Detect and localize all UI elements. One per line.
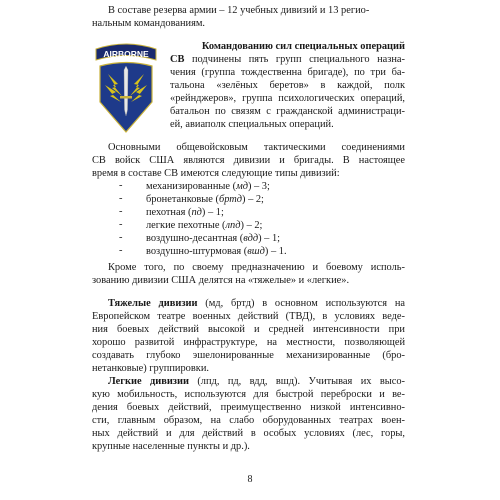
division-abbr: вшд [247,246,265,257]
list-item: воздушно-штурмовая (вшд) – 1. [146,246,287,257]
division-abbr: лпд [225,220,241,231]
list-item: бронетанковые (бртд) – 2; [146,194,264,205]
list-dash: - [119,245,123,256]
heavy-divisions-heading: Тяжелые дивизии [108,298,198,309]
text-line: ных действий и для действий в особых условиях (лес, горы, [92,428,405,439]
text-line: дения боевых действий, преимущественно низкой интенсивно- [92,402,405,413]
text-line: Основными общевойсковым тактическими соединениями [108,142,405,153]
text-line: нальным командованиям. [92,18,206,29]
list-dash: - [119,193,123,204]
dagger [124,66,128,116]
list-item: воздушно-десантная (вдд) – 1; [146,233,281,244]
text-line: ния боевых действий высокой и средней интенсивности при [92,324,405,335]
text-line: (мд, бртд) в основном используются на [197,298,405,309]
page-number: 8 [247,474,253,485]
special-ops-heading: Командованию сил специальных операций [201,41,405,52]
airborne-patch-image [94,40,158,133]
division-abbr: бртд [218,194,243,205]
text-line: чения (группа тождественна бригаде), по три ба- [170,67,405,78]
division-abbr: вдд [243,233,259,244]
list-item: пехотная (пд) – 1; [146,207,224,218]
list-dash: - [119,219,123,230]
heavy-divisions-line [108,297,405,310]
text-line: Европейском театре военных действий (ТВД), в условиях веде- [92,311,405,322]
text-line: хорошо развитой инфраструктуре, на местности, позволяющей [92,337,405,348]
text-line: сти, главным образом, на слабо оборудованных театрах воен- [92,415,405,426]
text-line: время в составе СВ имеются следующие типы дивизий: [92,168,340,179]
text-line: Кроме того, по своему предназначению и боевому исполь- [108,262,405,273]
list-item: легкие пехотные (лпд) – 2; [146,220,263,231]
text-line: батальон по связям с гражданской администраци- [170,106,405,117]
list-dash: - [119,180,123,191]
light-divisions-line [108,375,405,388]
division-abbr: пд [191,207,202,218]
special-ops-sv: СВ [170,54,185,65]
text-line: В составе резерва армии – 12 учебных дивизий и 13 регио- [108,5,370,16]
text-line: тальона «зелёных беретов» в каждой, полк [170,80,405,91]
special-ops-line-rest: подчинены пять групп специального назна- [184,54,405,65]
text-line: «рейнджеров», группа психологических операций, [170,93,405,104]
list-dash: - [119,206,123,217]
division-abbr: мд [236,181,248,192]
list-item: механизированные (мд) – 3; [146,181,270,192]
special-ops-line [170,53,405,66]
list-dash: - [119,232,123,243]
dagger-guard [120,96,132,99]
text-line: (лпд, пд, вдд, вшд). Учитывая их высо- [188,376,405,387]
text-line: СВ войск США являются дивизии и бригады. В настоящее [92,155,405,166]
text-line: крупные населенные пункты и др.). [92,441,250,452]
airborne-tab-text: AIRBORNE [103,49,149,59]
text-line: ей, авиаполк специальных операций. [170,119,334,130]
text-line: кую мобильность, используются для быстрой переброски и ве- [92,389,405,400]
text-line: создавать глубоко эшелонированные механизированные (бро- [92,350,405,361]
text-line: зованию дивизии США делятся на «тяжелые» и «легкие». [92,275,350,286]
light-divisions-heading: Легкие дивизии [108,376,189,387]
text-line: нетанковые) группировки. [92,363,209,374]
